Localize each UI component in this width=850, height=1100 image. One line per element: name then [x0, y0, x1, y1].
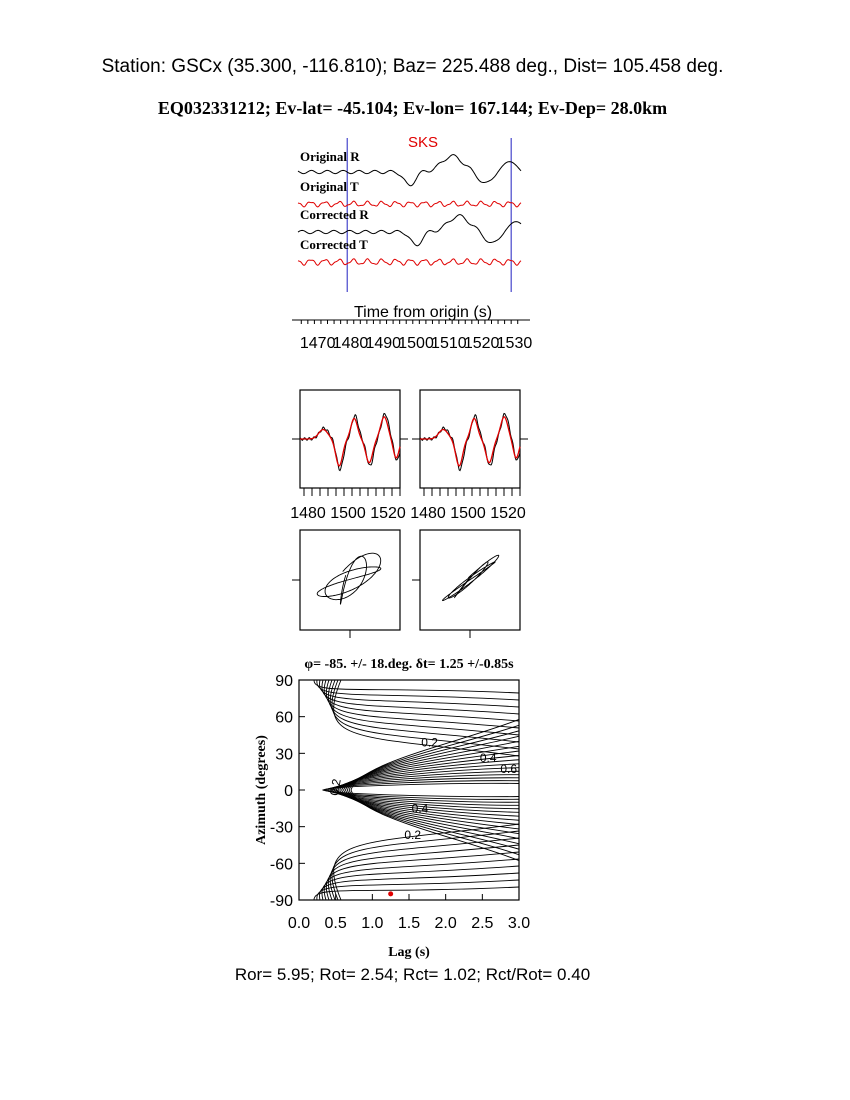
azimuth-axis — [270, 673, 305, 910]
seismogram-panel — [292, 134, 532, 352]
lag-tick-label: 1.5 — [397, 915, 421, 932]
azimuth-tick-label: 0 — [284, 783, 293, 800]
azimuth-tick-label: 90 — [275, 673, 293, 690]
trace-label-4: Corrected T — [300, 237, 368, 252]
contour-line — [324, 680, 519, 721]
contour-label: 0.6 — [500, 762, 518, 777]
lag-axis-label: Lag (s) — [388, 945, 430, 960]
waveform-panel-corrected — [410, 390, 528, 522]
contour-label: 0.4 — [411, 801, 429, 816]
energy-grid-panel — [254, 657, 530, 960]
azimuth-axis-label: Azimuth (degrees) — [254, 735, 269, 845]
waveform-frame — [420, 390, 520, 488]
time-tick-label: 1530 — [496, 335, 533, 352]
time-tick-label: 1490 — [365, 335, 402, 352]
contour-line — [324, 859, 519, 900]
grid-title: φ= -85. +/- 18.deg. δt= 1.25 +/-0.85s — [304, 657, 514, 672]
time-tick-label: 1510 — [431, 335, 467, 352]
best-fit-marker — [388, 891, 393, 896]
waveform-trace-2 — [420, 417, 520, 466]
best-fit-point — [388, 891, 393, 896]
contour-label: 0.2 — [404, 828, 422, 843]
contour-label: 0.2 — [327, 777, 344, 797]
lag-tick-label: 2.5 — [471, 915, 494, 932]
contour-line — [328, 845, 519, 900]
waveform-trace-1 — [300, 414, 400, 471]
waveform-tick-label: 1500 — [450, 505, 486, 522]
contour-line — [319, 873, 519, 900]
waveform-frame — [300, 390, 400, 488]
contour-line — [319, 680, 519, 707]
particle-motion-trace — [443, 555, 499, 600]
lag-tick-label: 1.0 — [361, 915, 384, 932]
waveform-tick-label: 1500 — [330, 505, 366, 522]
station-info-title: Station: GSCx (35.300, -116.810); Baz= 225.488 deg., Dist= 105.458 deg. — [101, 56, 724, 77]
waveform-tick-label: 1520 — [370, 505, 406, 522]
time-axis-label: Time from origin (s) — [353, 304, 493, 321]
contour-line — [328, 680, 519, 735]
azimuth-tick-label: -90 — [269, 893, 293, 910]
waveform-tick-label: 1480 — [410, 505, 446, 522]
seismogram-trace-4 — [298, 259, 521, 266]
trace-label-2: Original T — [300, 179, 359, 194]
lag-tick-label: 0.5 — [324, 915, 347, 932]
contour-line — [338, 755, 519, 824]
contour-label: 0.2 — [421, 735, 438, 750]
contour-line — [314, 680, 519, 693]
waveform-trace-1 — [420, 414, 520, 471]
azimuth-tick-label: 30 — [275, 746, 293, 764]
waveform-panel-original — [290, 390, 408, 522]
azimuth-tick-label: -30 — [269, 819, 293, 837]
trace-label-1: Original R — [300, 149, 360, 164]
trace-labels — [300, 149, 369, 252]
analysis-window — [347, 138, 511, 292]
time-tick-label: 1480 — [332, 335, 369, 352]
phase-label: SKS — [407, 134, 439, 151]
waveform-tick-label: 1480 — [290, 505, 326, 522]
particle-motion-frame — [300, 530, 400, 630]
contour-line — [314, 887, 519, 900]
particle-motion-panel-original — [292, 530, 400, 638]
waveform-tick-label: 1520 — [490, 505, 526, 522]
particle-motion-panels — [292, 530, 520, 638]
time-tick-label: 1500 — [398, 335, 434, 352]
time-tick-label: 1520 — [463, 335, 500, 352]
lag-tick-label: 2.0 — [434, 915, 457, 932]
azimuth-tick-label: -60 — [269, 856, 293, 874]
contour-lines — [314, 680, 519, 900]
waveform-comparison-panels — [290, 390, 528, 522]
lag-tick-label: 0.0 — [287, 915, 311, 932]
trace-label-3: Corrected R — [300, 207, 369, 222]
azimuth-tick-label: 60 — [275, 709, 293, 727]
particle-motion-panel-corrected — [412, 530, 520, 638]
contour-label: 0.4 — [479, 751, 497, 766]
lag-tick-label: 3.0 — [507, 915, 531, 932]
splitting-summary: Ror= 5.95; Rot= 2.54; Rct= 1.02; Rct/Rot= 0.40 — [234, 965, 591, 984]
time-tick-label: 1470 — [299, 335, 336, 352]
particle-motion-trace — [317, 553, 381, 604]
event-info-title: EQ032331212; Ev-lat= -45.104; Ev-lon= 167.144; Ev-Dep= 28.0km — [157, 98, 668, 118]
time-axis — [292, 320, 532, 352]
waveform-trace-2 — [300, 417, 400, 466]
